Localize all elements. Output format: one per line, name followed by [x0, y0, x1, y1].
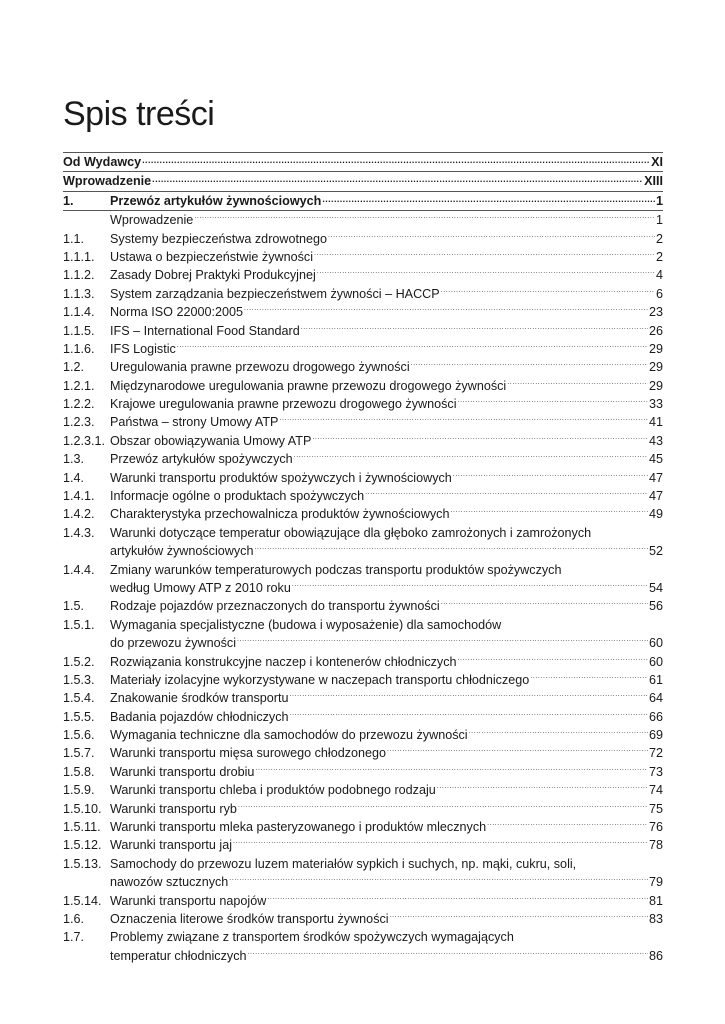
toc-dot-leader	[244, 300, 648, 318]
toc-entry-number: 1.	[63, 193, 74, 208]
toc-dot-leader	[458, 650, 648, 668]
toc-entry-title: Warunki transportu chleba i produktów podobnego rodzaju	[110, 783, 436, 798]
toc-entry-page: 73	[648, 764, 663, 779]
toc-entry-number: 1.4.2.	[63, 507, 95, 522]
toc-entry-title: System zarządzania bezpieczeństwem żywności – HACCP	[110, 286, 440, 301]
toc-entry-title: IFS – International Food Standard	[110, 323, 300, 338]
toc-entry-page: 64	[648, 691, 663, 706]
toc-entry-number: 1.5.5.	[63, 709, 95, 724]
toc-entry-page: 60	[648, 636, 663, 651]
toc-entry-number: 1.5.13.	[63, 856, 102, 871]
toc-entry-number: 1.4.1.	[63, 489, 95, 504]
toc-dot-leader	[365, 484, 648, 502]
toc-entry-page: 56	[648, 599, 663, 614]
toc-dot-leader	[441, 282, 655, 300]
toc-entry-page: 75	[648, 801, 663, 816]
toc-entry-title: Wprowadzenie	[63, 174, 152, 189]
toc-entry-title: Charakterystyka przechowalnicza produktów żywnościowych	[110, 507, 450, 522]
toc-entry-page: 29	[648, 360, 663, 375]
toc-entry-page: 29	[648, 378, 663, 393]
toc-entry-title: Norma ISO 22000:2005	[110, 305, 244, 320]
toc-entry-title: Informacje ogólne o produktach spożywczych	[110, 489, 365, 504]
toc-entry	[63, 153, 663, 171]
toc-entry-page: XI	[651, 154, 663, 169]
toc-entry-page: 76	[648, 820, 663, 835]
toc-entry-title: Warunki transportu mięsa surowego chłodzonego	[110, 746, 387, 761]
toc-entry	[63, 597, 663, 615]
toc-entry-title: Przewóz artykułów spożywczych	[110, 452, 293, 467]
toc-dot-leader	[390, 907, 648, 925]
toc-dot-leader	[238, 797, 648, 815]
toc-entry-title: Wprowadzenie	[110, 213, 194, 228]
toc-entry-title: Warunki dotyczące temperatur obowiązujące dla głęboko zamrożonych i zamrożonych	[110, 525, 592, 540]
toc-entry-number: 1.5.9.	[63, 783, 95, 798]
toc-entry-title: Zasady Dobrej Praktyki Produkcyjnej	[110, 268, 316, 283]
toc-entry-title: Oznaczenia literowe środków transportu żywności	[110, 912, 389, 926]
toc-dot-leader	[301, 319, 648, 337]
toc-dot-leader	[437, 778, 648, 796]
toc-entry-page: 29	[648, 341, 663, 356]
toc-entry-number: 1.4.	[63, 470, 85, 485]
toc-entry-title: Przewóz artykułów żywnościowych	[110, 193, 322, 208]
toc-entry-title: Warunki transportu jaj	[110, 838, 233, 853]
toc-dot-leader	[290, 686, 648, 704]
toc-entry-page: 1	[655, 193, 663, 208]
toc-dot-leader	[194, 208, 655, 226]
toc-dot-leader	[142, 151, 650, 169]
toc-entry-title: Obszar obowiązywania Umowy ATP	[110, 433, 312, 448]
toc-entry-page: 41	[648, 415, 663, 430]
toc-entry-page: 43	[648, 433, 663, 448]
toc-entry-page: 79	[648, 875, 663, 890]
toc-dot-leader	[312, 429, 648, 447]
toc-dot-leader	[267, 889, 648, 907]
toc-entry-number: 1.5.7.	[63, 746, 95, 761]
toc-dot-leader	[317, 263, 655, 281]
toc-entry-number: 1.1.5.	[63, 323, 95, 338]
toc-dot-leader	[507, 374, 648, 392]
toc-entry-title: Warunki transportu ryb	[110, 801, 237, 816]
toc-entry-title: Rodzaje pojazdów przeznaczonych do transportu żywności	[110, 599, 440, 614]
toc-dot-leader	[290, 705, 648, 723]
toc-dot-leader	[469, 723, 648, 741]
toc-entry-page: 61	[648, 672, 663, 687]
toc-entry-title: Państwa – strony Umowy ATP	[110, 415, 279, 430]
toc-dot-leader	[458, 392, 648, 410]
toc-dot-leader	[229, 870, 648, 888]
toc-entry-title: do przewozu żywności	[110, 636, 236, 651]
toc-entry-number: 1.3.	[63, 452, 85, 467]
toc-dot-leader	[530, 668, 648, 686]
toc-entry-number: 1.1.6.	[63, 341, 95, 356]
toc-entry-number: 1.5.3.	[63, 672, 95, 687]
toc-entry	[63, 947, 663, 965]
toc-entry-number: 1.6.	[63, 912, 85, 926]
toc-entry-page: 86	[648, 948, 663, 963]
toc-entry-number: 1.5.6.	[63, 728, 95, 743]
toc-entry-title: Warunki transportu napojów	[110, 893, 267, 908]
toc-entry-page: 60	[648, 654, 663, 669]
toc-entry-title: Znakowanie środków transportu	[110, 691, 289, 706]
toc-entry	[63, 910, 663, 928]
toc-entry-number: 1.5.8.	[63, 764, 95, 779]
toc-entry-page: 54	[648, 580, 663, 595]
toc-entry-page: 2	[655, 231, 663, 246]
toc-entry-title: Zmiany warunków temperaturowych podczas transportu produktów spożywczych	[110, 562, 562, 577]
toc-entry-page: 47	[648, 489, 663, 504]
toc-dot-leader	[453, 466, 648, 484]
table-of-contents	[63, 152, 663, 965]
toc-entry-title: Wymagania specjalistyczne (budowa i wyposażenie) dla samochodów	[110, 617, 502, 632]
toc-dot-leader	[254, 539, 648, 557]
toc-dot-leader	[233, 833, 648, 851]
toc-entry-title: IFS Logistic	[110, 341, 176, 356]
toc-entry-page: 49	[648, 507, 663, 522]
toc-entry-title: Uregulowania prawne przewozu drogowego żywności	[110, 360, 410, 375]
toc-entry-number: 1.2.	[63, 360, 85, 375]
toc-dot-leader	[487, 815, 648, 833]
toc-entry-page: 45	[648, 452, 663, 467]
toc-entry-page: 6	[655, 286, 663, 301]
toc-entry-number: 1.1.3.	[63, 286, 95, 301]
toc-dot-leader	[279, 410, 648, 428]
toc-entry-number: 1.4.4.	[63, 562, 95, 577]
toc-dot-leader	[314, 245, 655, 263]
toc-dot-leader	[322, 190, 655, 208]
toc-entry-title: Problemy związane z transportem środków spożywczych wymagających	[110, 930, 514, 945]
toc-entry-title: Ustawa o bezpieczeństwie żywności	[110, 249, 313, 264]
toc-entry-number: 1.5.2.	[63, 654, 95, 669]
toc-entry-title: Rozwiązania konstrukcyjne naczep i kontenerów chłodniczych	[110, 654, 457, 669]
toc-entry-title: Od Wydawcy	[63, 154, 142, 169]
toc-entry-page: 66	[648, 709, 663, 724]
toc-entry-number: 1.5.4.	[63, 691, 95, 706]
toc-entry-number: 1.5.	[63, 599, 85, 614]
toc-entry-title: Materiały izolacyjne wykorzystywane w naczepach transportu chłodniczego	[110, 672, 530, 687]
toc-dot-leader	[237, 631, 648, 649]
toc-entry-page: 83	[648, 912, 663, 926]
toc-dot-leader	[328, 227, 655, 245]
toc-entry-number: 1.5.14.	[63, 893, 102, 908]
toc-entry-number: 1.2.3.	[63, 415, 95, 430]
toc-entry-page: 52	[648, 544, 663, 559]
toc-entry-page: 72	[648, 746, 663, 761]
toc-entry-number: 1.5.11.	[63, 820, 101, 835]
toc-entry-title: Systemy bezpieczeństwa zdrowotnego	[110, 231, 328, 246]
toc-entry-page: 2	[655, 249, 663, 264]
toc-entry-number: 1.7.	[63, 930, 85, 945]
toc-entry-number: 1.5.1.	[63, 617, 95, 632]
toc-dot-leader	[292, 576, 648, 594]
toc-dot-leader	[177, 337, 648, 355]
toc-entry-page: 33	[648, 397, 663, 412]
toc-entry-page: 81	[648, 893, 663, 908]
toc-entry-number: 1.1.1.	[63, 249, 95, 264]
toc-entry-title: Wymagania techniczne dla samochodów do przewozu żywności	[110, 728, 468, 743]
toc-entry-title: temperatur chłodniczych	[110, 948, 247, 963]
toc-entry-title: nawozów sztucznych	[110, 875, 229, 890]
toc-entry-number: 1.2.3.1.	[63, 433, 106, 448]
toc-entry-title: Badania pojazdów chłodniczych	[110, 709, 289, 724]
toc-entry-number: 1.2.1.	[63, 378, 95, 393]
toc-entry	[63, 542, 663, 560]
toc-dot-leader	[152, 170, 643, 188]
toc-dot-leader	[255, 760, 648, 778]
toc-entry-page: 26	[648, 323, 663, 338]
toc-entry-title: Warunki transportu produktów spożywczych i żywnościowych	[110, 470, 452, 485]
toc-entry-title: Krajowe uregulowania prawne przewozu drogowego żywności	[110, 397, 457, 412]
toc-entry-number: 1.1.2.	[63, 268, 95, 283]
toc-entry-page: 47	[648, 470, 663, 485]
toc-entry-page: 69	[648, 728, 663, 743]
toc-entry-number: 1.1.4.	[63, 305, 95, 320]
toc-entry	[63, 836, 663, 854]
toc-dot-leader	[441, 594, 648, 612]
toc-entry-number: 1.5.12.	[63, 838, 102, 853]
toc-entry-page: 74	[648, 783, 663, 798]
toc-entry-page: 23	[648, 305, 663, 320]
toc-entry-page: 4	[655, 268, 663, 283]
toc-entry-title: Międzynarodowe uregulowania prawne przewozu drogowego żywności	[110, 378, 507, 393]
toc-entry-page: 1	[655, 213, 663, 228]
toc-entry	[63, 172, 663, 190]
toc-entry-title: Warunki transportu mleka pasteryzowanego i produktów mlecznych	[110, 820, 487, 835]
toc-entry-number: 1.2.2.	[63, 397, 95, 412]
toc-dot-leader	[387, 741, 648, 759]
toc-entry-page: 78	[648, 838, 663, 853]
toc-entry	[63, 505, 663, 523]
toc-entry-title: artykułów żywnościowych	[110, 544, 254, 559]
toc-entry-page: XIII	[644, 174, 663, 189]
toc-entry-title: według Umowy ATP z 2010 roku	[110, 580, 291, 595]
toc-entry-number: 1.4.3.	[63, 525, 95, 540]
toc-dot-leader	[248, 944, 648, 962]
toc-dot-leader	[294, 447, 648, 465]
toc-entry-number: 1.1.	[63, 231, 85, 246]
toc-entry-title: Samochody do przewozu luzem materiałów sypkich i suchych, np. mąki, cukru, soli,	[110, 856, 577, 871]
toc-dot-leader	[411, 355, 648, 373]
toc-dot-leader	[450, 502, 648, 520]
toc-entry-number: 1.5.10.	[63, 801, 102, 816]
toc-entry-title: Warunki transportu drobiu	[110, 764, 255, 779]
page-title: Spis treści	[63, 95, 215, 133]
